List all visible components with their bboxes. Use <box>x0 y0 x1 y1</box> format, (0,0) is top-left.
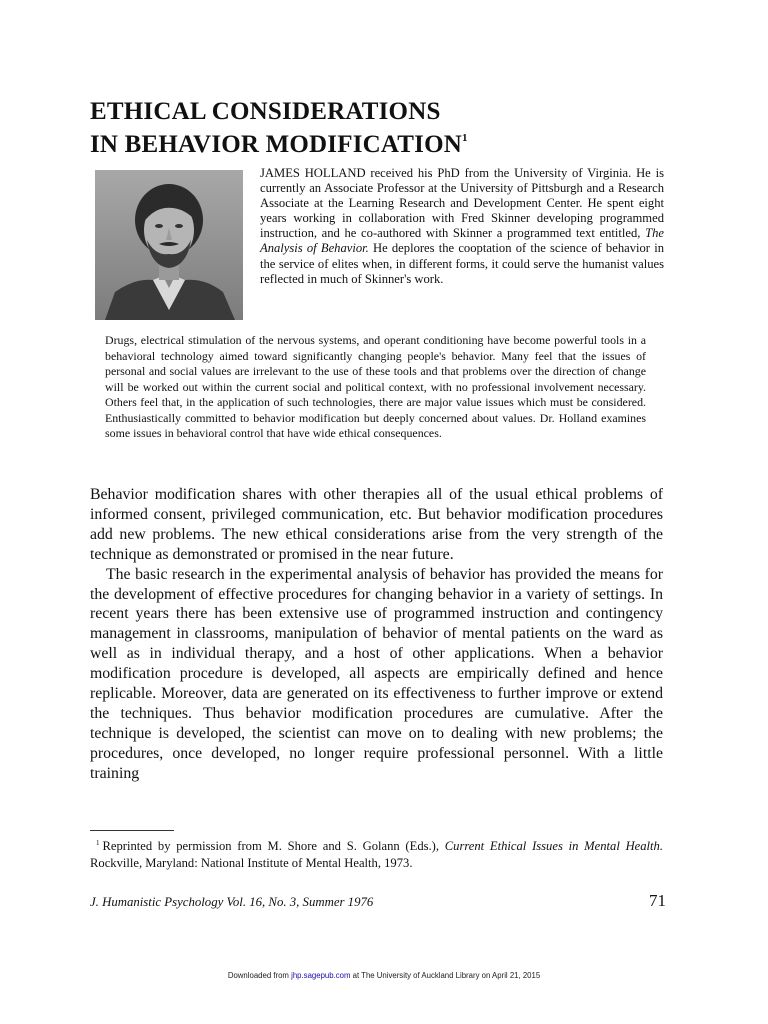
author-photo <box>95 170 243 320</box>
download-text-end: at The University of Auckland Library on April 21, 2015 <box>350 971 541 980</box>
title-line-1: ETHICAL CONSIDERATIONS <box>90 98 441 125</box>
author-bio-text-end: He deplores the cooptation of the science of behavior in the service of elites when, in different forms, it could serve the humanist values reflected in much of Skinner's work. <box>260 241 664 286</box>
footnote-source-title: Current Ethical Issues in Mental Health. <box>444 839 663 853</box>
title-line-2: IN BEHAVIOR MODIFICATION <box>90 131 462 158</box>
author-bio-text: JAMES HOLLAND received his PhD from the University of Virginia. He is currently an Associate Professor at the University of Pittsburgh and a Research Associate at the Learning Research and Development Center. He spent eight years working in collaboration with Fred Skinner developing programmed instruction, and he co-authored with Skinner a programmed text entitled, <box>260 166 664 241</box>
page-number: 71 <box>649 891 666 910</box>
body-paragraph-1: Behavior modification shares with other therapies all of the usual ethical problems of informed consent, privileged communication, etc. But behavior modification procedures add new problems. The new ethical considerations arise from the very strength of the technique as demonstrated or promised in the near future. <box>90 486 663 563</box>
journal-citation: J. Humanistic Psychology Vol. 16, No. 3, Summer 1976 <box>90 895 374 909</box>
body-paragraph-2: The basic research in the experimental analysis of behavior has provided the means for the development of effective procedures for changing behavior in a variety of settings. In recent years there has been extensive use of programmed instruction and contingency management in classrooms, manipulation of behavior of mental patients on the ward as well as in individual therapy, and a host of other applications. When a behavior modification procedure is developed, all aspects are empirically defined and hence replicable. Moreover, data are generated on its effectiveness to further improve or extend the techniques. Thus behavior modification procedures are cumulative. After the technique is developed, the scientist can move on to dealing with new problems; the procedures, once developed, no longer require professional personnel. With a little training <box>90 565 663 782</box>
article-title <box>90 98 650 158</box>
author-bio <box>260 166 664 287</box>
footnote-text: Reprinted by permission from M. Shore and S. Golann (Eds.), <box>102 839 445 853</box>
download-notice <box>0 971 768 980</box>
footnote-divider <box>90 830 174 831</box>
title-footnote-marker: 1 <box>461 132 468 144</box>
footnote-marker: 1 <box>96 839 100 847</box>
article-body <box>90 485 663 784</box>
article-abstract: Drugs, electrical stimulation of the nervous systems, and operant conditioning have become powerful tools in a behavioral technology aimed toward significantly changing people's behavior. Many feel that the issues of personal and social values are irrelevant to the use of these tools and that problems over the direction of change will be worked out within the current social and political context, with no professional involvement necessary. Others feel that, in the application of such technologies, there are major value issues which must be considered. Enthusiastically committed to behavior modification but deeply concerned about values. Dr. Holland examines some issues in behavioral control that have wide ethical consequences. <box>105 333 646 440</box>
footnote <box>90 835 663 871</box>
author-portrait-image <box>95 170 243 320</box>
download-source-link[interactable]: jhp.sagepub.com <box>291 971 351 980</box>
download-text: Downloaded from <box>227 971 292 980</box>
book-title: The Analysis of Behavior. <box>260 226 664 256</box>
footnote-text-end: Rockville, Maryland: National Institute of Mental Health, 1973. <box>90 855 413 870</box>
